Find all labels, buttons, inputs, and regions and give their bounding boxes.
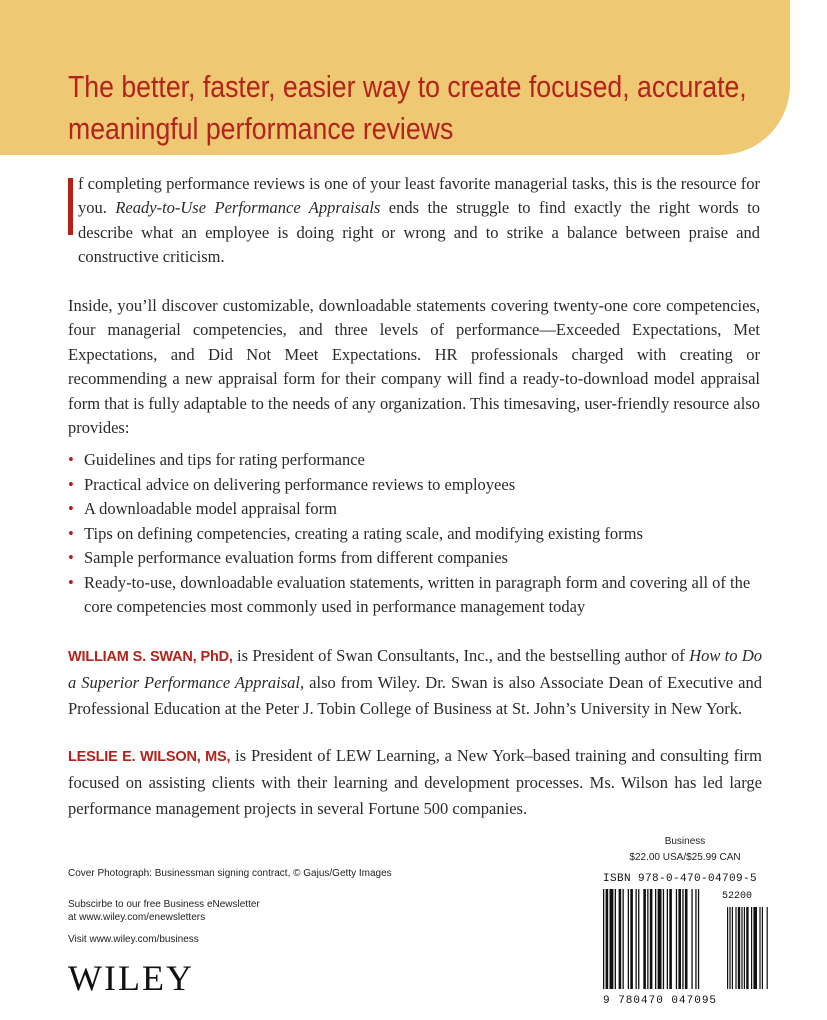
website-link[interactable]: Visit www.wiley.com/business	[68, 934, 199, 945]
list-item	[68, 522, 768, 547]
isbn-number: ISBN 978-0-470-04709-5	[603, 873, 758, 885]
bio-text: is President of Swan Consultants, Inc., and the bestselling author of	[232, 646, 690, 665]
list-item-text: Guidelines and tips for rating performance	[84, 450, 365, 469]
list-item	[68, 448, 768, 473]
bullet-icon: •	[68, 572, 74, 592]
bio-text: is President of LEW Learning, a New York–based training and consulting firm focused on assisting clients with their learning and development processes. Ms. Wilson has led large performance management projects in several Fortune 500 companies.	[68, 746, 762, 818]
list-item-text: Ready-to-use, downloadable evaluation statements, written in paragraph form and covering all of the core competencies most commonly used in performance management today	[84, 572, 751, 616]
intro-text-end: ends the struggle to find exactly the right words to describe what an employee is doing right or wrong and to strike a balance between praise and constructive criticism.	[78, 198, 760, 267]
book-title: Ready-to-Use Performance Appraisals	[115, 198, 381, 218]
book-title: How to Do a Superior Performance Appraisal,	[68, 646, 762, 692]
headline-banner	[0, 0, 790, 155]
publisher-logo: WILEY	[68, 958, 194, 998]
headline: The better, faster, easier way to create focused, accurate, meaningful performance reviews	[68, 69, 747, 146]
intro-text: f completing performance reviews is one of your least favorite managerial tasks, this is the resource for you.	[78, 174, 760, 218]
author-name: LESLIE E. WILSON, MS,	[68, 749, 231, 765]
list-item	[68, 571, 768, 620]
list-item-text: A downloadable model appraisal form	[84, 499, 337, 518]
list-item	[68, 473, 768, 498]
author-bio-swan	[68, 643, 762, 722]
list-item	[68, 546, 768, 571]
newsletter-line: Subscirbe to our free Business eNewsletter	[68, 899, 260, 910]
barcode	[597, 871, 775, 1013]
list-item	[68, 497, 768, 522]
author-bio-wilson	[68, 743, 762, 822]
list-item-text: Practical advice on delivering performance reviews to employees	[84, 474, 516, 494]
ean-number: 9 780470 047095	[603, 995, 718, 1007]
inside-paragraph: Inside, you’ll discover customizable, downloadable statements covering twenty-one core competencies, four managerial competencies, and three levels of performance—Exceeded Expectations, Met Expectations, and Did Not Meet Expectations. HR professionals charged with creating or recommending a new appraisal form for their company will find a ready-to-download model appraisal form that is fully adaptable to the needs of any organization. This timesaving, user-friendly resource also provides:	[68, 296, 760, 438]
bio-text-end: also from Wiley. Dr. Swan is also Associate Dean of Executive and Professional Education at the Peter J. Tobin College of Business at St. John’s University in New York.	[68, 673, 762, 718]
bullet-icon: •	[68, 474, 74, 494]
list-item-text: Sample performance evaluation forms from different companies	[84, 548, 508, 567]
newsletter-note	[68, 898, 260, 924]
feature-list	[68, 448, 768, 620]
bullet-icon: •	[68, 499, 74, 518]
author-name: WILLIAM S. SWAN, PhD,	[68, 649, 233, 665]
list-item-text: Tips on defining competencies, creating a rating scale, and modifying existing forms	[84, 523, 643, 543]
bullet-icon: •	[68, 450, 74, 469]
cover-credit: Cover Photograph: Businessman signing contract, © Gajus/Getty Images	[68, 868, 392, 879]
category-label: Business	[664, 836, 706, 847]
price-code: 52200	[722, 891, 753, 902]
intro-paragraph	[68, 172, 760, 270]
bullet-icon: •	[68, 548, 74, 567]
barcode-bars-icon	[603, 889, 771, 993]
bullet-icon: •	[68, 523, 74, 543]
price-label: $22.00 USA/$25.99 CAN	[629, 852, 741, 863]
newsletter-link[interactable]: at www.wiley.com/enewsletters	[68, 912, 206, 923]
